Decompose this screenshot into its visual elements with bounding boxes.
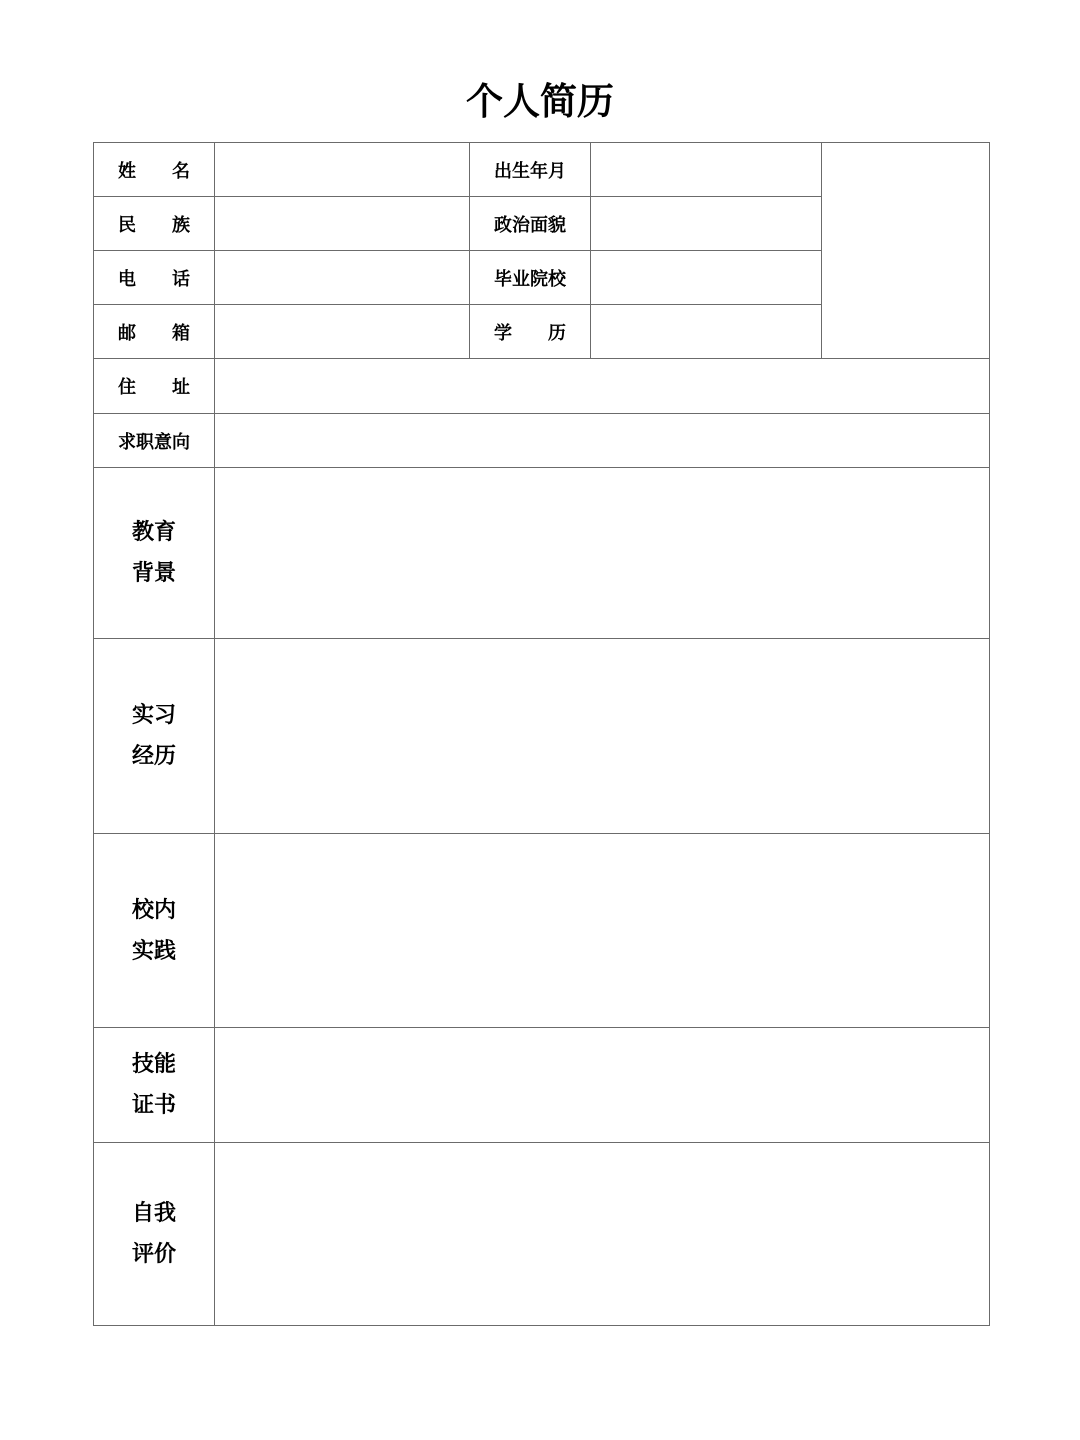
degree-value-cell[interactable]	[591, 305, 822, 359]
label-address: 住 址	[94, 359, 215, 414]
label-name: 姓 名	[94, 143, 215, 197]
label-campus: 校内 实践	[94, 834, 215, 1028]
label-skills: 技能 证书	[94, 1028, 215, 1143]
photo-cell[interactable]	[822, 143, 990, 359]
name-value-cell[interactable]	[215, 143, 470, 197]
email-value-cell[interactable]	[215, 305, 470, 359]
internship-content-cell[interactable]	[215, 639, 990, 834]
nation-value-cell[interactable]	[215, 197, 470, 251]
label-email: 邮 箱	[94, 305, 215, 359]
skills-content-cell[interactable]	[215, 1028, 990, 1143]
education-content-cell[interactable]	[215, 468, 990, 639]
label-phone: 电 话	[94, 251, 215, 305]
address-value-cell[interactable]	[215, 359, 990, 414]
label-internship: 实习 经历	[94, 639, 215, 834]
label-degree: 学 历	[470, 305, 591, 359]
birth-value-cell[interactable]	[591, 143, 822, 197]
label-school: 毕业院校	[470, 251, 591, 305]
intention-value-cell[interactable]	[215, 414, 990, 468]
label-birth: 出生年月	[470, 143, 591, 197]
page-title: 个人简历	[466, 80, 614, 123]
label-politics: 政治面貌	[470, 197, 591, 251]
label-nation: 民 族	[94, 197, 215, 251]
school-value-cell[interactable]	[591, 251, 822, 305]
label-intention: 求职意向	[94, 414, 215, 468]
politics-value-cell[interactable]	[591, 197, 822, 251]
campus-content-cell[interactable]	[215, 834, 990, 1028]
evaluation-content-cell[interactable]	[215, 1143, 990, 1326]
label-education: 教育 背景	[94, 468, 215, 639]
resume-table	[93, 142, 990, 1326]
phone-value-cell[interactable]	[215, 251, 470, 305]
label-evaluation: 自我 评价	[94, 1143, 215, 1326]
